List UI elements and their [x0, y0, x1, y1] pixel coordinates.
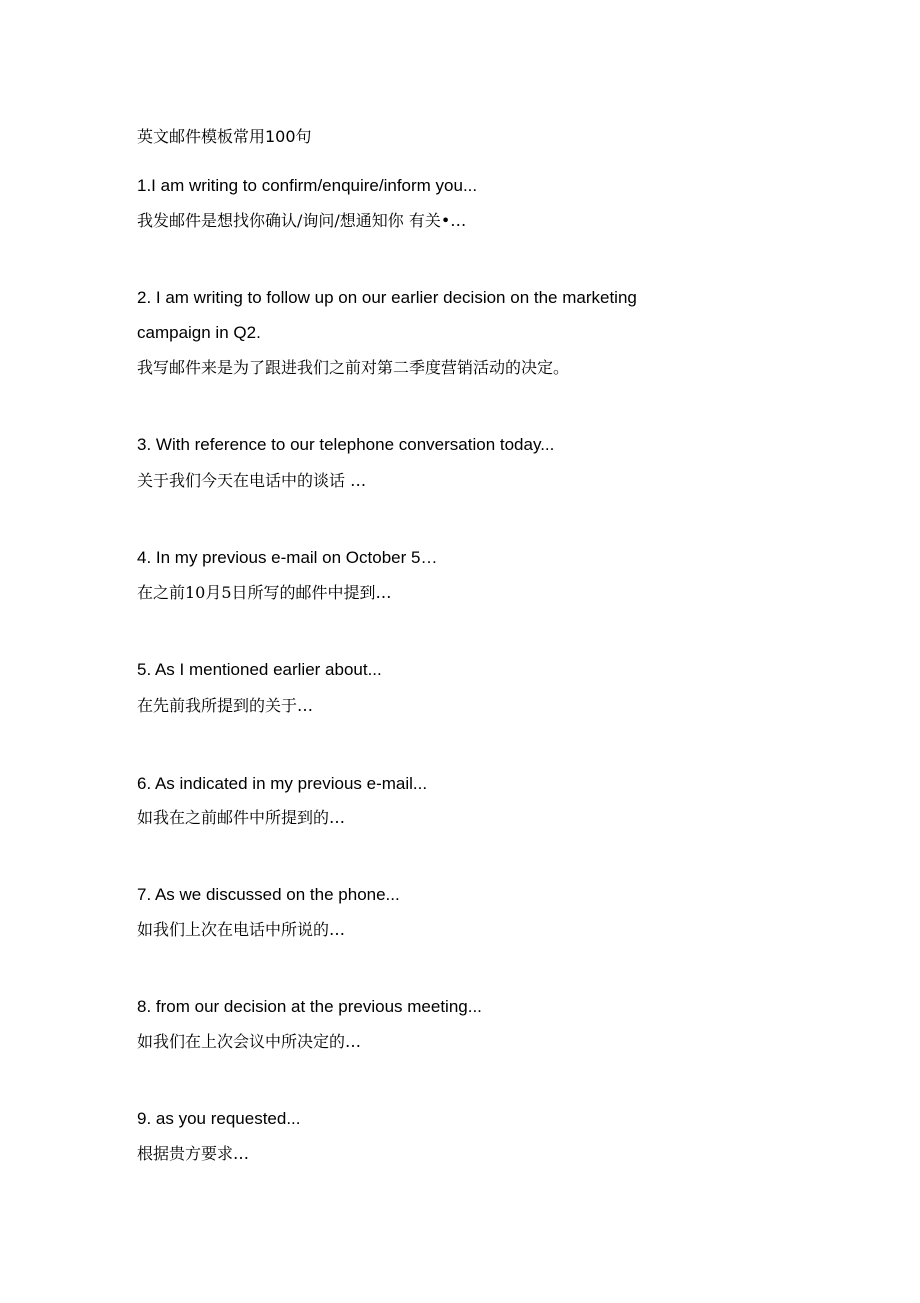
entry-7-chinese: 如我们上次在电话中所说的…: [137, 920, 346, 939]
entry-7-english: 7. As we discussed on the phone...: [137, 885, 400, 904]
entry-1-chinese: 我发邮件是想找你确认/询问/想通知你 有关•…: [137, 211, 467, 230]
entry-5-english: 5. As I mentioned earlier about...: [137, 660, 382, 679]
entry-2-english-continued: campaign in Q2.: [137, 323, 261, 342]
entry-2-chinese: 我写邮件来是为了跟进我们之前对第二季度营销活动的决定。: [137, 358, 570, 377]
entry-8-chinese: 如我们在上次会议中所决定的…: [137, 1032, 362, 1051]
entry-4-chinese: 在之前10月5日所写的邮件中提到…: [137, 583, 392, 602]
entry-9-english: 9. as you requested...: [137, 1109, 301, 1128]
entry-1-english: 1.I am writing to confirm/enquire/inform you...: [137, 176, 478, 195]
entry-6-english: 6. As indicated in my previous e-mail...: [137, 774, 428, 793]
entry-5-chinese: 在先前我所提到的关于…: [137, 696, 314, 715]
entry-3-chinese: 关于我们今天在电话中的谈话 …: [137, 471, 367, 490]
entry-4-english: 4. In my previous e-mail on October 5…: [137, 548, 438, 567]
entry-3-english: 3. With reference to our telephone conversation today...: [137, 435, 555, 454]
entry-6-chinese: 如我在之前邮件中所提到的…: [137, 808, 346, 827]
entry-9-chinese: 根据贵方要求…: [137, 1144, 250, 1163]
entry-8-english: 8. from our decision at the previous meeting...: [137, 997, 482, 1016]
document-title: 英文邮件模板常用100句: [137, 127, 312, 146]
entry-2-english: 2. I am writing to follow up on our earlier decision on the marketing: [137, 288, 637, 307]
